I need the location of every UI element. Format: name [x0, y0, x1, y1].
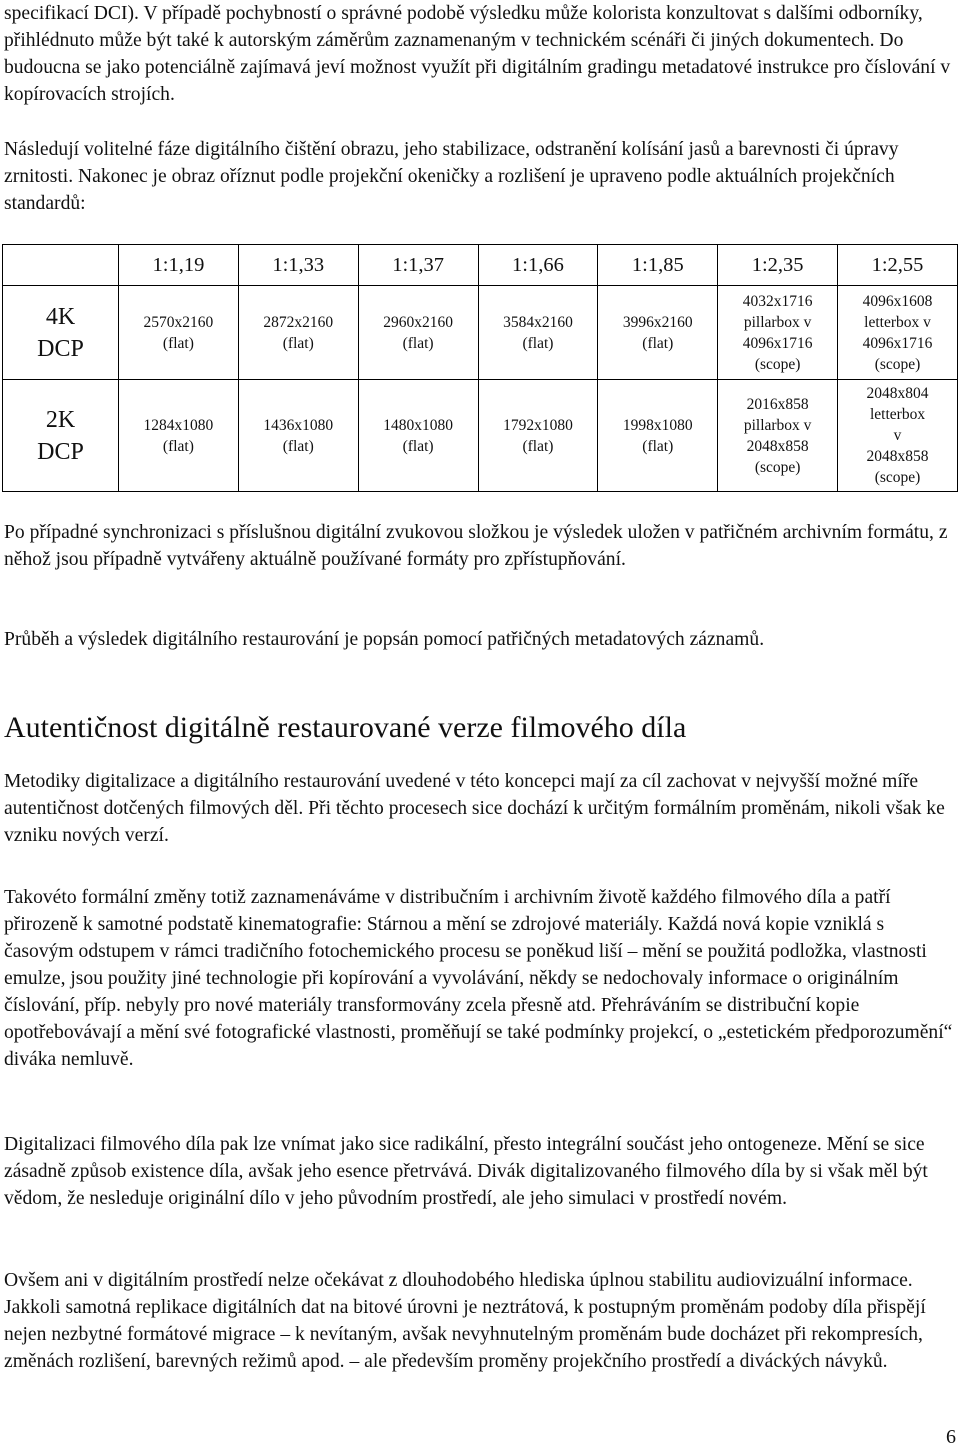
table-row: [3, 286, 958, 380]
cell-line: 4096x1608: [862, 292, 933, 310]
table-cell: [718, 380, 838, 492]
cell-line: (flat): [522, 437, 554, 455]
row-label-4k-dcp: [3, 286, 119, 380]
table-cell: [478, 380, 598, 492]
aspect-ratio-header: 1:1,85: [598, 245, 718, 286]
table-row: [3, 380, 958, 492]
cell-line: 3584x2160: [503, 313, 573, 331]
table-cell: [358, 286, 478, 380]
aspect-ratio-header: 1:1,37: [358, 245, 478, 286]
cell-line: (scope): [754, 355, 801, 373]
table-cell: [238, 380, 358, 492]
cell-line: letterbox: [869, 406, 926, 423]
table-cell: [358, 380, 478, 492]
table-cell: [598, 286, 718, 380]
cell-line: 1998x1080: [622, 416, 693, 434]
table-cell: [119, 286, 239, 380]
cell-line: (scope): [754, 458, 801, 476]
cell-line: (flat): [402, 437, 434, 455]
cell-line: 4032x1716: [742, 292, 813, 310]
cell-line: (flat): [402, 334, 434, 352]
table-cell: [478, 286, 598, 380]
table-cell: [598, 380, 718, 492]
resolution-table: [2, 244, 958, 492]
cell-line: pillarbox v: [743, 416, 812, 434]
cell-line: 2960x2160: [383, 313, 453, 331]
paragraph: Digitalizaci filmového díla pak lze vnímat jako sice radikální, přesto integrální součást jeho ontogeneze. Mění se sice zásadně způsob existence díla, avšak jeho esence přetrvává. Divák digitalizovaného filmového díla by si však měl být vědom, že nesleduje originální dílo v jeho původním prostředí, ale jeho simulaci v prostředí novém.: [4, 1134, 928, 1209]
cell-line: (flat): [642, 334, 674, 352]
cell-line: 2048x858: [746, 437, 809, 455]
cell-line: (flat): [162, 437, 194, 455]
row-label-line: 2K: [45, 406, 76, 433]
cell-line: 4096x1716: [862, 334, 933, 352]
cell-line: (flat): [282, 334, 314, 352]
paragraph: Metodiky digitalizace a digitálního restaurování uvedené v této koncepci mají za cíl zachovat v nejvyšší možné míře autentičnost dotčených filmových děl. Při těchto procesech sice dochází k určitým formálním proměnám, nikoli však ke vzniku nových verzí.: [4, 771, 945, 846]
cell-line: 2048x804: [866, 385, 929, 402]
row-label-line: 4K: [45, 303, 76, 330]
row-label-line: DCP: [37, 335, 84, 362]
cell-line: 1792x1080: [503, 416, 573, 434]
cell-line: letterbox v: [864, 313, 931, 331]
table-header-row: [3, 245, 958, 286]
aspect-ratio-header: 1:1,19: [119, 245, 239, 286]
paragraph: Průběh a výsledek digitálního restaurování je popsán pomocí patřičných metadatových záznamů.: [4, 629, 765, 650]
row-label-line: DCP: [37, 438, 84, 465]
cell-line: v: [893, 427, 902, 444]
cell-line: 1480x1080: [383, 416, 453, 434]
cell-line: (flat): [162, 334, 194, 352]
paragraph: Následují volitelné fáze digitálního čištění obrazu, jeho stabilizace, odstranění kolísání jasů a barevnosti či úpravy zrnitosti. Nakonec je obraz oříznut podle projekční okeničky a rozlišení je upraveno podle aktuálních projekčních standardů:: [4, 139, 899, 214]
page-number: 6: [946, 1426, 956, 1448]
paragraph: Po případné synchronizaci s příslušnou digitální zvukovou složkou je výsledek uložen v patřičném archivním formátu, z něhož jsou případně vytvářeny aktuálně používané formáty pro zpřístupňování.: [4, 522, 948, 570]
cell-line: pillarbox v: [743, 313, 812, 331]
aspect-ratio-header: 1:2,35: [718, 245, 838, 286]
cell-line: 2570x2160: [143, 313, 214, 331]
row-label-2k-dcp: [3, 380, 119, 492]
section-heading: Autentičnost digitálně restaurované verze filmového díla: [4, 711, 687, 744]
table-cell: [119, 380, 239, 492]
paragraph: specifikací DCI). V případě pochybností o správné podobě výsledku může kolorista konzultovat s dalšími odborníky, přihlédnuto může být také k autorským záměrům zaznamenaným v technickém scénáři či jiných dokumentech. Do budoucna se jako potenciálně zajímavá jeví možnost využít při digitálním gradingu metadatové instrukce pro číslování v kopírovacích strojích.: [4, 3, 951, 105]
table-cell: [238, 286, 358, 380]
cell-line: 3996x2160: [622, 313, 693, 331]
table-cell: [718, 286, 838, 380]
table-corner-cell: [3, 245, 119, 286]
table-cell: [838, 380, 958, 492]
cell-line: (flat): [282, 437, 314, 455]
paragraph: Ovšem ani v digitálním prostředí nelze očekávat z dlouhodobého hlediska úplnou stabilitu audiovizuální informace. Jakkoli samotná replikace digitálních dat na bitové úrovni je neztrátová, k postupným proměnám podoby díla přispějí nejen nezbytné formátové migrace – k nevítaným, avšak nevyhnutelným proměnám bude docházet při rekompresích, změnách rozlišení, barevných režimů apod. – ale především proměny projekčního prostředí a diváckých návyků.: [4, 1270, 926, 1372]
cell-line: 1436x1080: [263, 416, 334, 434]
cell-line: 4096x1716: [742, 334, 813, 352]
cell-line: 1284x1080: [143, 416, 214, 434]
cell-line: 2872x2160: [263, 313, 334, 331]
cell-line: (scope): [874, 355, 921, 373]
aspect-ratio-header: 1:2,55: [838, 245, 958, 286]
cell-line: (scope): [874, 469, 921, 486]
aspect-ratio-header: 1:1,33: [238, 245, 358, 286]
cell-line: 2048x858: [866, 448, 929, 465]
table-cell: [838, 286, 958, 380]
cell-line: (flat): [642, 437, 674, 455]
cell-line: (flat): [522, 334, 554, 352]
paragraph: Takovéto formální změny totiž zaznamenáváme v distribučním i archivním životě každého filmového díla a patří přirozeně k samotné podstatě kinematografie: Stárnou a mění se zdrojové materiály. Každá nová kopie vzniklá s časovým odstupem v rámci tradičního fotochemického procesu se poněkud liší – mění se použitá podložka, vlastnosti emulze, jsou použity jiné technologie při kopírování a vyvolávání, někdy se nedochovaly informace o originálním číslování, příp. nebyly pro nové materiály transformovány zcela přesně atd. Přehráváním se distribuční kopie opotřebovávají a mění své fotografické vlastnosti, proměňují se také podmínky projekcí, o „estetickém předporozumění“ diváka nemluvě.: [4, 887, 953, 1070]
aspect-ratio-header: 1:1,66: [478, 245, 598, 286]
cell-line: 2016x858: [746, 395, 809, 413]
